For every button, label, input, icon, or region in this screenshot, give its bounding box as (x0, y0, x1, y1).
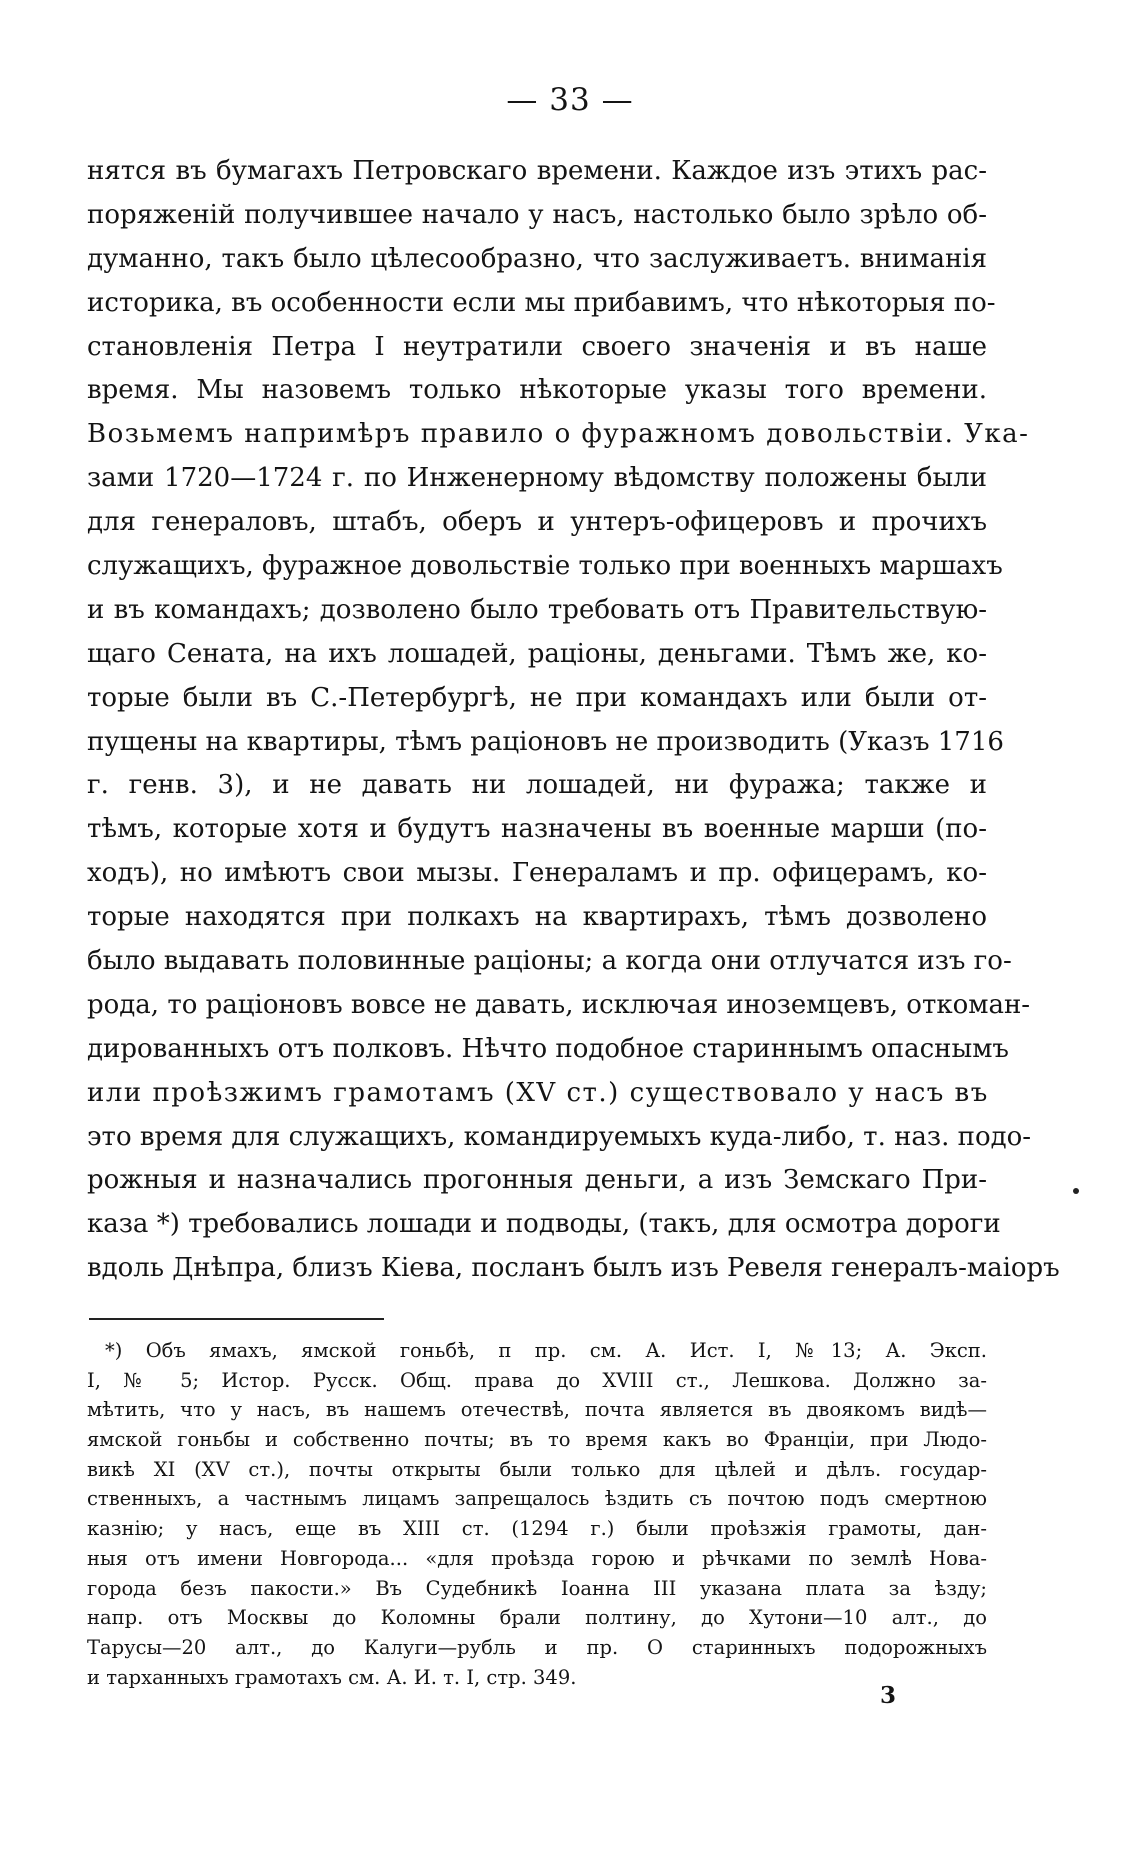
text-line: рожныя и назначались прогонныя деньги, а изъ Земскаго При- (87, 1165, 987, 1196)
text-line: щаго Сената, на ихъ лошадей, раціоны, деньгами. Тѣмъ же, ко- (87, 638, 987, 669)
text-line: тѣмъ, которые хотя и будутъ назначены въ военные марши (по- (87, 814, 987, 845)
footnote-line: *) Объ ямахъ, ямской гоньбѣ, п пр. см. А. Ист. I, №13; А. Эксп. (105, 1339, 987, 1362)
footnote-line: казнію; у насъ, еще въ XIII ст. (1294 г.) были проѣзжія грамоты, дан- (87, 1517, 987, 1541)
footnote-line: ямской гоньбы и собственно почты; въ то время какъ во Франціи, при Людо- (87, 1428, 987, 1452)
text-line: историка, въ особенности если мы прибавимъ, что нѣкоторыя по- (87, 287, 996, 318)
text-line: служащихъ, фуражное довольствіе только при военныхъ маршахъ (87, 551, 1003, 582)
main-text (87, 150, 1060, 1291)
text-line: зами 1720—1724 г. по Инженерному вѣдомству положены были (87, 463, 987, 494)
text-line: думанно, такъ было цѣлесообразно, что заслуживаетъ. вниманія (87, 243, 987, 274)
text-line: рода, то раціоновъ вовсе не давать, исключая иноземцевъ, откоман- (87, 989, 1031, 1020)
footnote-line: мѣтить, что у насъ, въ нашемъ отечествѣ, почта является въ двоякомъ видѣ— (87, 1398, 987, 1422)
text-line: нятся въ бумагахъ Петровскаго времени. Каждое изъ этихъ рас- (87, 156, 987, 186)
text-line: было выдавать половинные раціоны; а когда они отлучатся изъ го- (87, 946, 1012, 977)
text-line: каза *) требовались лошади и подводы, (такъ, для осмотра дороги (87, 1209, 1001, 1240)
footnote-line: ныя отъ имени Новгорода... «для проѣзда горою и рѣчками по землѣ Нова- (87, 1546, 987, 1570)
text-line: Возьмемъ напримѣръ правило о фуражномъ довольствіи. Ука- (87, 419, 1030, 450)
footnote-line: викѣ XI (XV ст.), почты открыты были только для цѣлей и дѣлъ. государ- (87, 1457, 987, 1481)
footnote-line: и тарханныхъ грамотахъ см. А. И. т. I, стр. 349. (87, 1665, 577, 1689)
text-line: становленія Петра I неутратили своего значенія и въ наше (87, 331, 987, 362)
text-line: поряженій получившее начало у насъ, настолько было зрѣло об- (87, 199, 987, 230)
text-line: это время для служащихъ, командируемыхъ куда-либо, т. наз. подо- (87, 1121, 1032, 1152)
margin-dot (1073, 1188, 1079, 1194)
footnote-line: напр. отъ Москвы до Коломны брали полтину, до Хутони—10 алт., до (87, 1606, 987, 1630)
text-line: время. Мы назовемъ только нѣкоторые указы того времени. (87, 375, 987, 406)
text-line: вдоль Днѣпра, близъ Кіева, посланъ былъ изъ Ревеля генералъ-маіоръ (87, 1253, 1060, 1284)
signature-mark: 3 (880, 1682, 897, 1709)
footnote-line: города безъ пакости.» Въ Судебникѣ Іоанна III указана плата за ѣзду; (87, 1576, 987, 1600)
footnote-line: Тарусы—20 алт., до Калуги—рубль и пр. О старинныхъ подорожныхъ (87, 1635, 987, 1659)
text-line: г. генв. 3), и не давать ни лошадей, ни фуража; также и (87, 770, 987, 801)
text-line: для генераловъ, штабъ, оберъ и унтеръ-офицеровъ и прочихъ (87, 507, 987, 538)
text-line: ходъ), но имѣютъ свои мызы. Генераламъ и пр. офицерамъ, ко- (87, 858, 987, 889)
footnote-divider (89, 1318, 384, 1320)
text-line: или проѣзжимъ грамотамъ (XV ст.) существовало у насъ въ (87, 1077, 989, 1108)
footnote (87, 1336, 987, 1692)
footnote-line: I, № 5; Истор. Русск. Общ. права до XVIII ст., Лешкова. Должно за- (87, 1368, 987, 1392)
text-line: торые были въ С.-Петербургѣ, не при командахъ или были от- (87, 682, 987, 713)
page-number: — 33 — (506, 82, 634, 118)
text-line: и въ командахъ; дозволено было требовать отъ Правительствую- (87, 594, 987, 625)
text-line: дированныхъ отъ полковъ. Нѣчто подобное стариннымъ опаснымъ (87, 1033, 1009, 1064)
text-line: пущены на квартиры, тѣмъ раціоновъ не производить (Указъ 1716 (87, 726, 1004, 757)
footnote-line: ственныхъ, а частнымъ лицамъ запрещалось ѣздить съ почтою подъ смертною (87, 1487, 987, 1511)
text-line: торые находятся при полкахъ на квартирахъ, тѣмъ дозволено (87, 902, 987, 933)
